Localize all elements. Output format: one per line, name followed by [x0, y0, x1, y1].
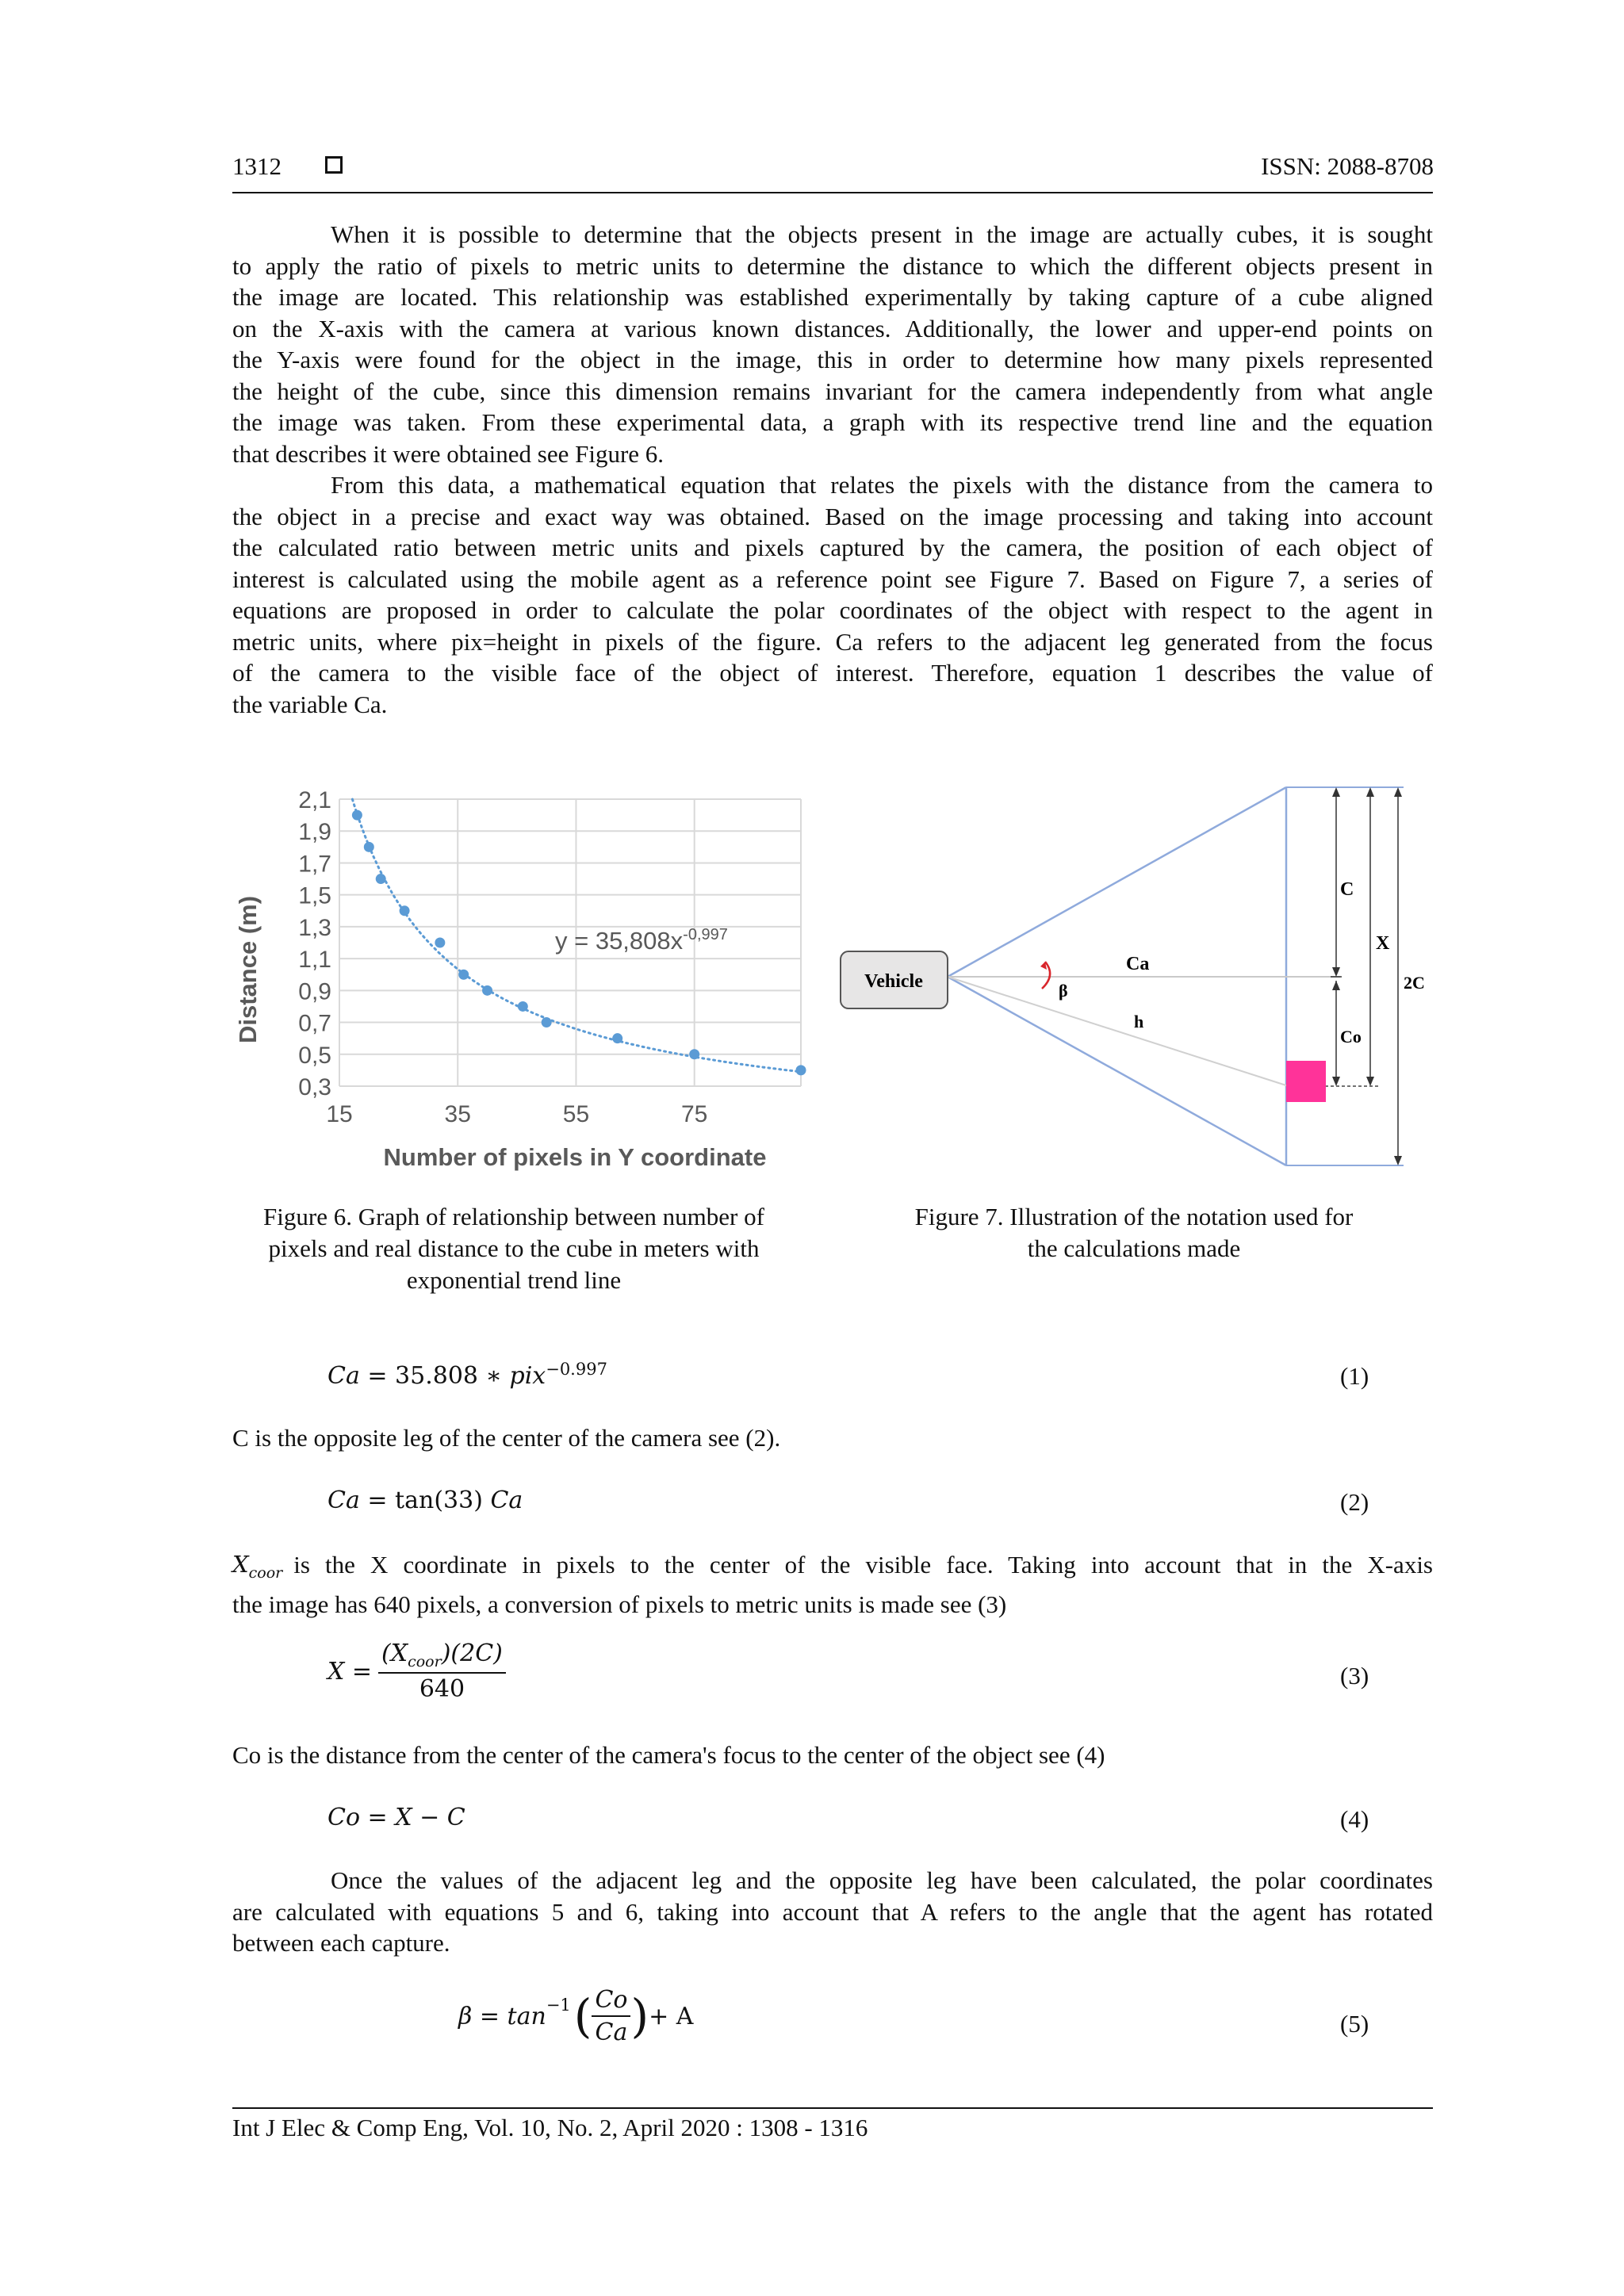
eq-exponent: −1 — [546, 1996, 571, 2015]
footer-rule — [232, 2107, 1433, 2109]
figure-7-caption — [864, 1201, 1404, 1265]
x-axis-label: Number of pixels in Y coordinate — [383, 1143, 767, 1171]
equation-4: Co = X − C — [327, 1804, 465, 1831]
arrow-icon — [1394, 1156, 1402, 1165]
paragraph-line: is the X coordinate in pixels to the center of the visible face. Taking into account that in the X-axis — [293, 1551, 1433, 1578]
paragraph-line: between each capture. — [232, 1929, 450, 1957]
equation-number: (5) — [1340, 2010, 1369, 2038]
paragraph-line: the object in a precise and exact way was obtained. Based on the image processing and taking into account — [232, 502, 1433, 530]
paragraph-line: that describes it were obtained see Figure 6. — [232, 439, 665, 468]
caption-line: exponential trend line — [406, 1266, 622, 1294]
paragraph-line: of the camera to the visible face of the object of interest. Therefore, equation 1 describes the value of — [232, 659, 1433, 687]
y-tick-label: 0,9 — [298, 978, 331, 1005]
2c-label: 2C — [1404, 973, 1425, 993]
caption-line: Figure 7. Illustration of the notation used for — [914, 1203, 1354, 1230]
figure-6-caption — [228, 1201, 799, 1296]
data-point — [435, 938, 445, 948]
data-point — [612, 1033, 622, 1043]
eq-var: Ca — [490, 1487, 523, 1514]
trendline-equation: $y = 35,808x^{-0,997}$ — [555, 926, 728, 955]
h-line — [948, 977, 1289, 1086]
data-point — [482, 985, 492, 996]
y-tick-label: 0,7 — [298, 1010, 331, 1037]
vehicle-label: Vehicle — [864, 971, 923, 992]
cone-upper-edge — [948, 787, 1286, 977]
h-label: h — [1134, 1012, 1144, 1031]
eq-part: )(2C) — [441, 1640, 503, 1667]
eq-exponent: −0.997 — [546, 1360, 607, 1379]
data-point — [352, 810, 362, 821]
data-point — [400, 905, 410, 916]
eq-var: X — [232, 1551, 249, 1578]
figure-6-chart — [222, 773, 825, 1185]
paragraph-line: the variable Ca. — [232, 690, 388, 718]
arrow-icon — [1366, 1077, 1374, 1086]
eq-var: pix — [509, 1362, 546, 1390]
eq-var: X = — [327, 1657, 373, 1686]
equation-number: (4) — [1340, 1805, 1369, 1833]
fraction — [592, 1986, 630, 2046]
equation-5 — [458, 1986, 693, 2046]
data-point — [376, 874, 386, 884]
x-label: X — [1376, 933, 1390, 954]
left-paren: ( — [573, 1989, 592, 2043]
footer-citation: Int J Elec & Comp Eng, Vol. 10, No. 2, April 2020 : 1308 - 1316 — [232, 2114, 868, 2141]
paragraph-line: From this data, a mathematical equation that relates the pixels with the distance from the camera to — [331, 471, 1433, 499]
x-tick-label: 75 — [681, 1101, 708, 1127]
x-tick-label: 15 — [326, 1101, 353, 1127]
figure-7-diagram — [833, 781, 1435, 1177]
x-tick-label: 55 — [562, 1101, 590, 1127]
cone-lower-edge — [948, 977, 1286, 1165]
paragraph-line: the image are located. This relationship was established experimentally by taking capture of a cube aligned — [232, 283, 1433, 311]
paragraph-line: interest is calculated using the mobile agent as a reference point see Figure 7. Based on Figure 7, a series of — [232, 564, 1433, 593]
fraction — [378, 1640, 506, 1703]
page-number: 1312 — [232, 152, 282, 180]
eq-subscript: coor — [408, 1653, 442, 1670]
paragraph-co: Co is the distance from the center of the camera's focus to the center of the object see (4) — [232, 1741, 1105, 1769]
data-point — [458, 970, 469, 980]
paragraph-line: are calculated with equations 5 and 6, taking into account that A refers to the angle that the agent has rotated — [232, 1897, 1433, 1926]
data-point — [542, 1017, 552, 1027]
right-paren: ) — [630, 1989, 649, 2043]
arrow-icon — [1332, 787, 1340, 797]
equation-number: (3) — [1340, 1662, 1369, 1689]
arrow-icon — [1332, 967, 1340, 977]
denominator: Ca — [595, 2019, 628, 2046]
data-point — [796, 1065, 806, 1075]
ca-label: Ca — [1126, 954, 1150, 974]
paragraph-2 — [232, 469, 1433, 720]
equation-number: (2) — [1340, 1488, 1369, 1516]
y-tick-label: 2,1 — [298, 787, 331, 813]
paragraph-c: C is the opposite leg of the center of the camera see (2). — [232, 1424, 781, 1452]
eq-var: β = tan — [458, 2002, 546, 2030]
paragraph-1 — [232, 219, 1433, 469]
data-point — [518, 1001, 528, 1012]
arrow-icon — [1332, 981, 1340, 990]
caption-line: the calculations made — [1027, 1234, 1241, 1262]
arrow-icon — [1394, 787, 1402, 797]
paragraph-line: the calculated ratio between metric units and pixels captured by the camera, the position of each object of — [232, 534, 1433, 561]
y-axis-label: Distance (m) — [234, 895, 262, 1044]
x-tick-label: 35 — [444, 1101, 471, 1127]
paragraph-line: the image has 640 pixels, a conversion of pixels to metric units is made see (3) — [232, 1590, 1007, 1619]
paragraph-line: Once the values of the adjacent leg and the opposite leg have been calculated, the polar coordinates — [331, 1866, 1433, 1894]
beta-label: β — [1059, 981, 1068, 1001]
header-rule — [232, 192, 1433, 193]
eq-op: = 35.808 ∗ — [359, 1362, 510, 1390]
eq-op: = tan(33) — [359, 1487, 491, 1514]
checkbox-square-icon — [325, 156, 343, 174]
paragraph-line: the height of the cube, since this dimension remains invariant for the camera independently from what angle — [232, 377, 1433, 405]
y-tick-label: 1,9 — [298, 819, 331, 846]
arrow-icon — [1366, 787, 1374, 797]
object-cube — [1286, 1061, 1326, 1102]
equation-1 — [327, 1360, 607, 1390]
paragraph-line: on the X-axis with the camera at various known distances. Additionally, the lower and upper-end points on — [232, 314, 1433, 342]
y-tick-label: 0,5 — [298, 1042, 331, 1069]
c-label: C — [1340, 879, 1354, 900]
numerator — [378, 1640, 506, 1674]
arrow-icon — [1332, 1077, 1340, 1086]
co-label: Co — [1340, 1027, 1362, 1047]
equation-number: (1) — [1340, 1362, 1369, 1390]
paragraph-line: to apply the ratio of pixels to metric units to determine the distance to which the different objects present in — [232, 251, 1433, 280]
equation-2 — [327, 1487, 523, 1514]
paragraph-line: metric units, where pix=height in pixels of the figure. Ca refers to the adjacent leg generated from the focus — [232, 627, 1433, 656]
y-tick-label: 1,5 — [298, 882, 331, 909]
y-tick-label: 0,3 — [298, 1074, 331, 1100]
paragraph-line: When it is possible to determine that the objects present in the image are actually cubes, it is sought — [331, 220, 1433, 248]
caption-line: pixels and real distance to the cube in meters with — [268, 1234, 760, 1262]
denominator: 640 — [419, 1675, 465, 1703]
equation-3 — [327, 1640, 506, 1703]
paragraph-line: the image was taken. From these experimental data, a graph with its respective trend line and the equation — [232, 408, 1433, 436]
y-tick-label: 1,7 — [298, 851, 331, 878]
caption-line: Figure 6. Graph of relationship between number of — [263, 1203, 764, 1230]
numerator: Co — [592, 1986, 630, 2017]
data-point — [364, 842, 374, 852]
eq-subscript: coor — [248, 1563, 283, 1582]
paragraph-last — [232, 1865, 1433, 1959]
xcoor-symbol — [232, 1549, 282, 1589]
paragraph-line: equations are proposed in order to calculate the polar coordinates of the object with respect to the agent in — [232, 596, 1433, 624]
eq-op: + A — [649, 2002, 694, 2030]
eq-part: (X — [381, 1640, 408, 1667]
paragraph-xcoor — [232, 1549, 1433, 1621]
paragraph-line: the Y-axis were found for the object in the image, this in order to determine how many pixels represented — [232, 346, 1433, 373]
y-tick-label: 1,3 — [298, 914, 331, 941]
eq-var: Ca — [327, 1487, 360, 1514]
y-tick-label: 1,1 — [298, 947, 331, 974]
data-point — [689, 1049, 699, 1059]
eq-var: Ca — [327, 1362, 360, 1390]
issn: ISSN: 2088-8708 — [1261, 152, 1434, 180]
